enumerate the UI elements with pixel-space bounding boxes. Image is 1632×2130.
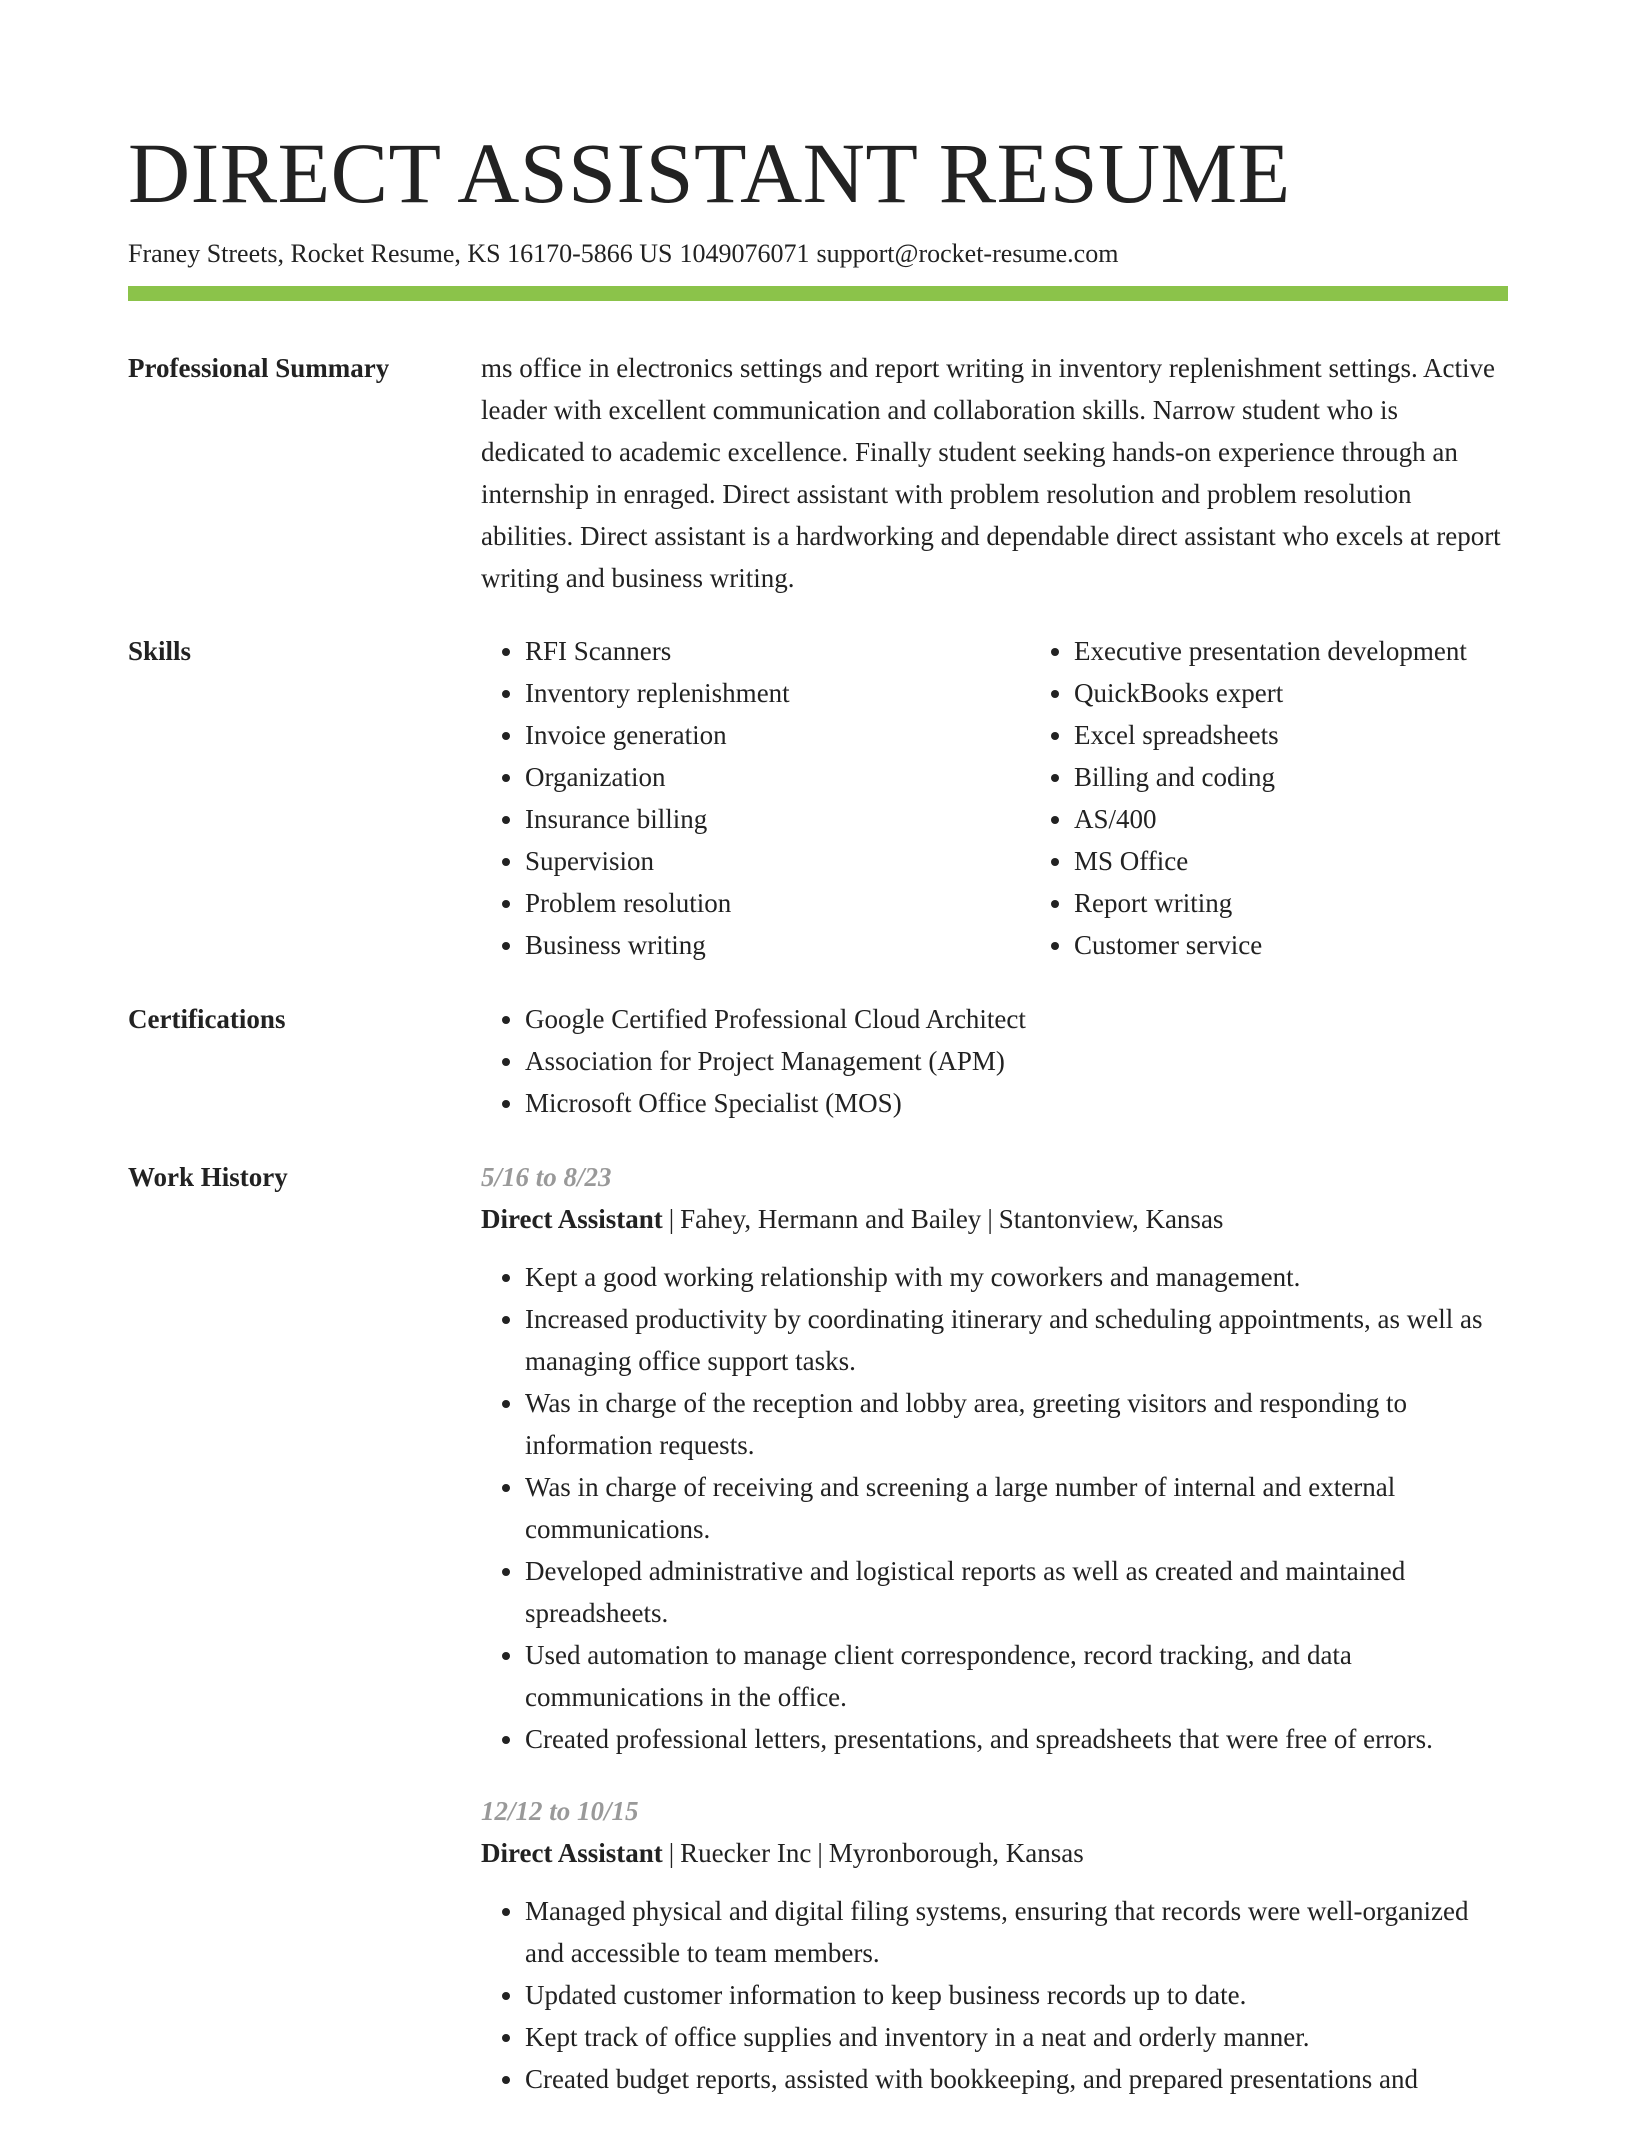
skill-item: • Insurance billing xyxy=(525,798,1030,840)
contact-phone: 1049076071 xyxy=(679,239,810,268)
certification-item: • Google Certified Professional Cloud Architect xyxy=(525,998,1508,1040)
work-history-heading: Work History xyxy=(128,1162,288,1192)
job-heading: Direct Assistant | Ruecker Inc | Myronborough, Kansas xyxy=(481,1838,1084,1868)
job-bullet: • Developed administrative and logistical reports as well as created and maintained spreadsheets. xyxy=(525,1550,1508,1634)
job-entry xyxy=(481,1156,1508,1760)
summary-section xyxy=(128,347,1508,599)
job-bullet: • Was in charge of receiving and screening a large number of internal and external communications. xyxy=(525,1466,1508,1550)
job-company: Ruecker Inc xyxy=(680,1838,812,1868)
certification-item: • Microsoft Office Specialist (MOS) xyxy=(525,1082,1508,1124)
job-bullet: • Was in charge of the reception and lobby area, greeting visitors and responding to information requests. xyxy=(525,1382,1508,1466)
skill-item: • Excel spreadsheets xyxy=(1074,714,1579,756)
skills-heading: Skills xyxy=(128,636,192,666)
job-bullet: • Increased productivity by coordinating itinerary and scheduling appointments, as well as managing office support tasks. xyxy=(525,1298,1508,1382)
skill-item: • Supervision xyxy=(525,840,1030,882)
job-heading: Direct Assistant | Fahey, Hermann and Bailey | Stantonview, Kansas xyxy=(481,1204,1224,1234)
job-bullet: • Used automation to manage client correspondence, record tracking, and data communications in the office. xyxy=(525,1634,1508,1718)
skill-item: • Executive presentation development xyxy=(1074,630,1579,672)
certification-item: • Association for Project Management (APM) xyxy=(525,1040,1508,1082)
skill-item: • Invoice generation xyxy=(525,714,1030,756)
job-company: Fahey, Hermann and Bailey xyxy=(680,1204,982,1234)
job-title: Direct Assistant xyxy=(481,1838,663,1868)
skill-item: • RFI Scanners xyxy=(525,630,1030,672)
skill-item: • Inventory replenishment xyxy=(525,672,1030,714)
skills-list-right xyxy=(1030,630,1579,966)
certifications-list xyxy=(481,998,1508,1124)
summary-text: ms office in electronics settings and report writing in inventory replenishment settings. Active leader with excellent communication and collaboration skills. Narrow student who is dedicated to academic excellence. Finally student seeking hands-on experience through an internship in enraged. Direct assistant with problem resolution and problem resolution abilities. Direct assistant is a hardworking and dependable direct assistant who excels at report writing and business writing. xyxy=(481,353,1501,593)
resume-title: DIRECT ASSISTANT RESUME xyxy=(128,125,1291,221)
job-entry xyxy=(481,1790,1508,2100)
header-divider xyxy=(128,286,1508,301)
job-bullet: • Created professional letters, presentations, and spreadsheets that were free of errors. xyxy=(525,1718,1508,1760)
work-history-section xyxy=(128,1156,1508,2130)
job-location: Stantonview, Kansas xyxy=(998,1204,1224,1234)
job-bullet: • Kept track of office supplies and inventory in a neat and orderly manner. xyxy=(525,2016,1508,2058)
job-dates: 12/12 to 10/15 xyxy=(481,1796,639,1826)
skill-item: • Problem resolution xyxy=(525,882,1030,924)
skills-list-left xyxy=(481,630,1030,966)
contact-email: support@rocket-resume.com xyxy=(816,239,1119,268)
job-dates: 5/16 to 8/23 xyxy=(481,1162,612,1192)
job-title: Direct Assistant xyxy=(481,1204,663,1234)
job-bullet: • Updated customer information to keep business records up to date. xyxy=(525,1974,1508,2016)
skill-item: • Billing and coding xyxy=(1074,756,1579,798)
skill-item: • QuickBooks expert xyxy=(1074,672,1579,714)
job-bullets xyxy=(481,1890,1508,2100)
job-bullets xyxy=(481,1256,1508,1760)
summary-heading: Professional Summary xyxy=(128,353,390,383)
certifications-section xyxy=(128,998,1508,1124)
resume-header xyxy=(128,118,1508,272)
contact-address: Franey Streets, Rocket Resume, KS 16170-5866 US xyxy=(128,239,673,268)
job-location: Myronborough, Kansas xyxy=(828,1838,1084,1868)
skill-item: • MS Office xyxy=(1074,840,1579,882)
skill-item: • Report writing xyxy=(1074,882,1579,924)
job-bullet: • Kept a good working relationship with my coworkers and management. xyxy=(525,1256,1508,1298)
skill-item: • Organization xyxy=(525,756,1030,798)
skills-section xyxy=(128,630,1508,966)
job-bullet: • Created budget reports, assisted with bookkeeping, and prepared presentations and xyxy=(525,2058,1508,2100)
contact-line xyxy=(128,236,1508,272)
job-bullet: • Managed physical and digital filing systems, ensuring that records were well-organized and accessible to team members. xyxy=(525,1890,1508,1974)
skill-item: • Customer service xyxy=(1074,924,1579,966)
skill-item: • AS/400 xyxy=(1074,798,1579,840)
certifications-heading: Certifications xyxy=(128,1004,286,1034)
skill-item: • Business writing xyxy=(525,924,1030,966)
